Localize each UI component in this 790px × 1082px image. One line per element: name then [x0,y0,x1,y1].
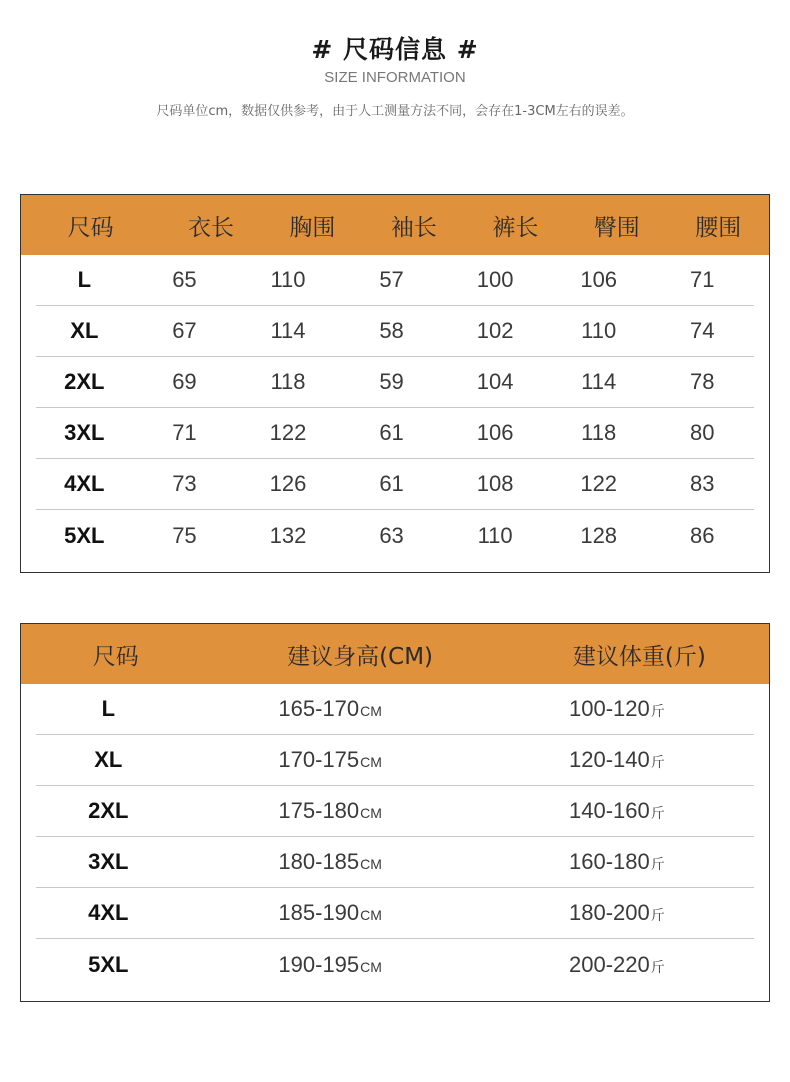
table-row [36,459,754,510]
weight-cell [480,747,754,773]
weight-cell-value: 100-120 [569,696,650,721]
height-cell [181,849,480,875]
table-row [36,888,754,939]
size-label: 5XL [64,522,105,548]
weight-cell-value: 180-200 [569,900,650,925]
table-row [36,939,754,990]
table-row [36,357,754,408]
weight-unit: 斤 [650,703,665,719]
measurement-cell: 71 [172,420,197,445]
measurement-cell: 80 [690,420,715,445]
height-cell-value: 180-185 [278,849,360,874]
weight-cell-value: 200-220 [569,951,650,977]
table-row [36,510,754,561]
table-row [36,735,754,786]
height-unit: CM [360,754,382,770]
page-subtitle: SIZE INFORMATION [324,69,466,86]
measurement-cell: 108 [476,471,514,496]
measurement-cell: 83 [690,471,715,496]
measurement-cell: 110 [477,522,513,548]
height-cell [181,696,480,722]
measurement-cell: 86 [690,522,715,548]
measurement-cell: 110 [581,318,617,343]
weight-unit: 斤 [650,754,665,770]
size-table-body [21,255,769,561]
size-label: 3XL [64,420,105,445]
size-measurement-table [20,194,770,573]
size-table-header [21,195,769,255]
page-title: # 尺码信息 # [311,35,479,64]
table-row [36,786,754,837]
measurement-cell: 114 [581,369,617,394]
measurement-cell: 73 [172,471,197,496]
weight-cell-value: 140-160 [569,798,650,823]
measurement-cell: 59 [379,369,404,394]
table-row [36,684,754,735]
weight-cell [480,798,754,824]
header-size: 尺码 [67,214,114,241]
recommendation-table-body [21,684,769,990]
header-chest: 胸围 [289,214,336,241]
height-cell-value: 170-175 [278,747,360,772]
weight-cell [480,952,754,978]
header-waist: 腰围 [695,214,742,241]
measurement-cell: 114 [270,318,306,343]
header-weight: 建议体重(斤) [572,643,706,670]
measurement-cell: 126 [269,471,307,496]
table-row [36,837,754,888]
measurement-cell: 74 [690,318,715,343]
height-cell [181,747,480,773]
header-height: 建议身高(CM) [287,643,434,670]
header-sleeve: 袖长 [390,214,437,241]
recommendation-table-header [21,624,769,684]
size-label: L [101,696,116,721]
measurement-cell: 100 [476,267,514,292]
measurement-cell: 122 [269,420,307,445]
height-cell-value: 165-170 [278,696,360,721]
table-row [36,306,754,357]
measurement-cell: 67 [172,318,197,343]
weight-unit: 斤 [650,907,665,923]
measurement-cell: 71 [690,267,715,292]
measurement-cell: 69 [172,369,197,394]
table-row [36,255,754,306]
size-label: 4XL [64,471,105,496]
header-pants-length: 裤长 [492,214,539,241]
size-label: XL [70,318,99,343]
height-unit: CM [360,958,382,975]
size-label: 2XL [64,369,105,394]
weight-cell-value: 160-180 [569,849,650,874]
weight-cell [480,900,754,926]
height-unit: CM [360,805,382,821]
weight-cell [480,696,754,722]
measurement-cell: 61 [379,420,404,445]
size-label: L [77,267,92,292]
size-label: XL [94,747,123,772]
measurement-cell: 132 [269,522,307,548]
header-length: 衣长 [187,214,234,241]
weight-cell [480,849,754,875]
measurement-cell: 75 [172,522,197,548]
measurement-cell: 106 [580,267,618,292]
measurement-cell: 128 [580,522,618,548]
header-hip: 臀围 [593,214,640,241]
weight-unit: 斤 [650,805,665,821]
measurement-cell: 106 [476,420,514,445]
measurement-cell: 118 [581,420,617,445]
measurement-note: 尺码单位cm，数据仅供参考，由于人工测量方法不同，会存在1-3CM左右的误差。 [156,104,634,119]
measurement-cell: 65 [172,267,197,292]
measurement-cell: 118 [270,369,306,394]
size-label: 2XL [88,798,129,823]
size-label: 3XL [88,849,129,874]
weight-unit: 斤 [650,958,665,975]
measurement-cell: 122 [580,471,618,496]
height-cell-value: 190-195 [278,951,360,977]
measurement-cell: 102 [476,318,514,343]
measurement-cell: 57 [379,267,404,292]
weight-unit: 斤 [650,856,665,872]
measurement-cell: 104 [476,369,514,394]
table-row [36,408,754,459]
height-cell-value: 185-190 [278,900,360,925]
height-unit: CM [360,907,382,923]
height-cell-value: 175-180 [278,798,360,823]
measurement-cell: 58 [379,318,404,343]
size-label: 4XL [88,900,129,925]
measurement-cell: 78 [690,369,715,394]
measurement-cell: 61 [379,471,404,496]
recommendation-table [20,623,770,1002]
height-unit: CM [360,703,382,719]
height-cell [181,798,480,824]
header-size: 尺码 [92,643,139,670]
height-unit: CM [360,856,382,872]
size-label: 5XL [88,951,129,977]
weight-cell-value: 120-140 [569,747,650,772]
height-cell [181,900,480,926]
height-cell [181,952,480,978]
measurement-cell: 63 [379,522,404,548]
measurement-cell: 110 [270,267,306,292]
